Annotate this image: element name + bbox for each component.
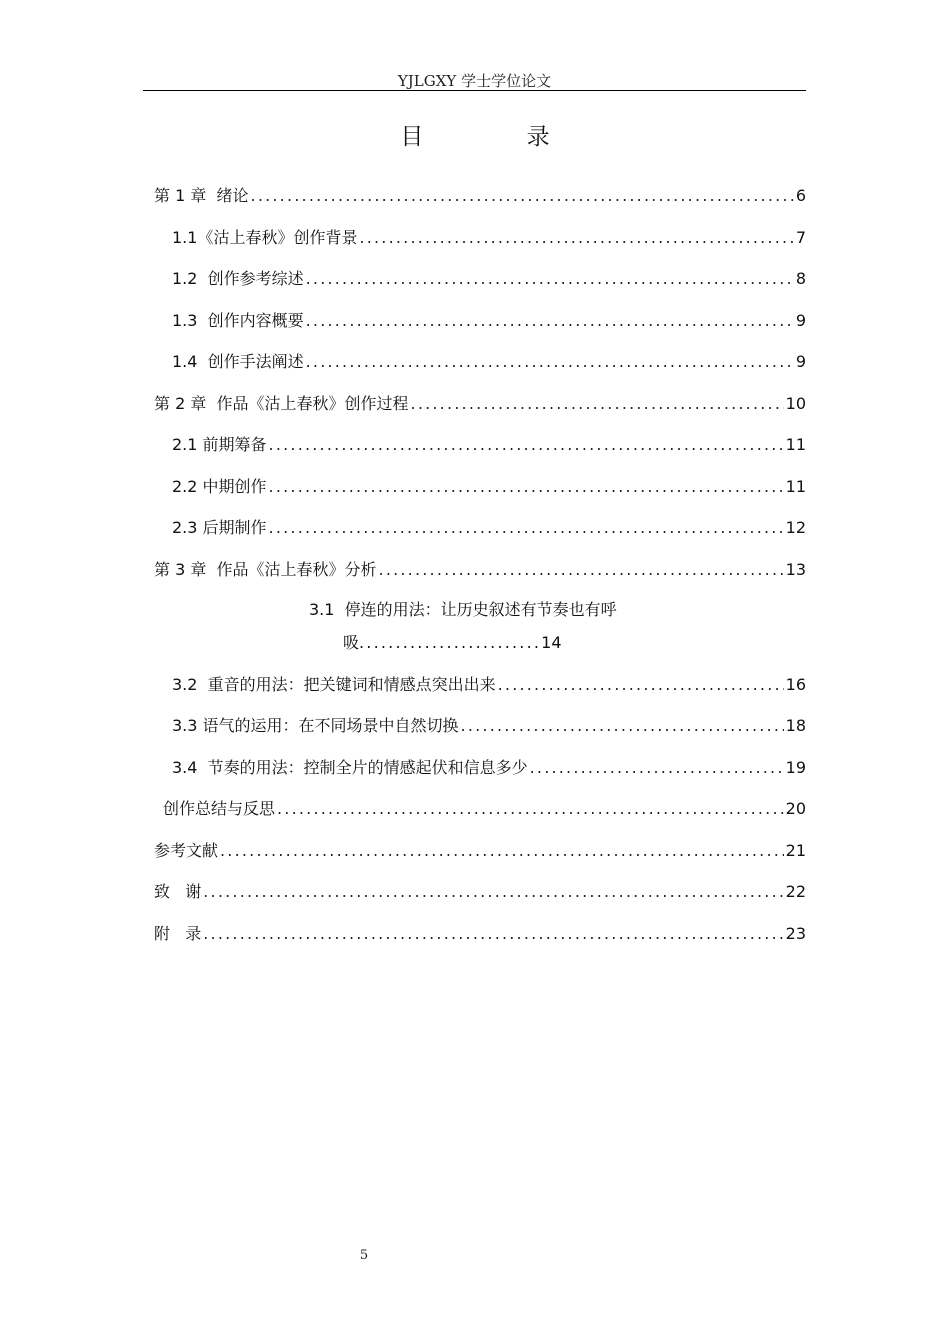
page-number: 5 [359, 1248, 369, 1263]
toc-entry-page: 16 [785, 675, 806, 694]
toc-entry-label: 创作总结与反思 [163, 799, 276, 818]
toc-entry-page: 12 [785, 518, 806, 537]
toc-entry-label: 2.3 后期制作 [172, 518, 267, 537]
toc-entry-label: 1.3 创作内容概要 [172, 311, 304, 330]
toc-entry-1-3[interactable] [172, 309, 806, 333]
toc-entry-1-4[interactable] [172, 350, 806, 374]
toc-entry-2-2[interactable] [172, 475, 806, 499]
dot-leader [269, 475, 784, 499]
toc-entry-page: 11 [785, 435, 806, 454]
toc-entry-label: 附 录 [154, 924, 202, 943]
toc-entry-page: 6 [795, 186, 806, 205]
dot-leader [359, 226, 793, 250]
toc-entry-page: 8 [795, 269, 806, 288]
toc-entry-page: 7 [795, 228, 806, 247]
dot-leader [203, 922, 783, 946]
toc-entry-page: 9 [795, 311, 806, 330]
dot-leader [306, 267, 794, 291]
toc-entry-page: 23 [785, 924, 806, 943]
toc-entry-1-1[interactable] [172, 226, 806, 250]
toc-entry-chapter-2[interactable] [154, 392, 806, 416]
toc-entry-3-1-line2[interactable] [343, 631, 562, 655]
toc-entry-2-1[interactable] [172, 433, 806, 457]
dot-leader [306, 309, 794, 333]
toc-entry-label: 第 1 章 绪论 [154, 186, 249, 205]
toc-entry-label: 吸 [343, 633, 360, 652]
toc-entry-label: 1.1《沽上春秋》创作背景 [172, 228, 358, 247]
toc-entry-chapter-3[interactable] [154, 558, 806, 582]
dot-leader [530, 756, 784, 780]
toc-entry-3-1-line1[interactable]: 3.1 停连的用法：让历史叙述有节奏也有呼 [309, 600, 617, 619]
toc-entry-3-3[interactable] [172, 714, 806, 738]
dot-leader [411, 392, 784, 416]
toc-entry-label: 1.4 创作手法阐述 [172, 352, 304, 371]
toc-entry-chapter-1[interactable] [154, 184, 806, 208]
dot-leader [277, 797, 784, 821]
toc-entry-1-2[interactable] [172, 267, 806, 291]
toc-entry-label: 3.3 语气的运用：在不同场景中自然切换 [172, 716, 459, 735]
dot-leader [379, 558, 784, 582]
toc-entry-label: 第 3 章 作品《沽上春秋》分析 [154, 560, 377, 579]
toc-entry-page: 20 [785, 799, 806, 818]
toc-entry-3-4[interactable] [172, 756, 806, 780]
dot-leader [306, 350, 794, 374]
toc-entry-page: 11 [785, 477, 806, 496]
toc-entry-page: 21 [785, 841, 806, 860]
toc-entry-3-2[interactable] [172, 673, 806, 697]
toc-entry-label: 3.4 节奏的用法：控制全片的情感起伏和信息多少 [172, 758, 528, 777]
toc-entry-label: 3.2 重音的用法：把关键词和情感点突出出来 [172, 675, 496, 694]
dot-leader [251, 184, 794, 208]
toc-entry-page: 14 [541, 633, 562, 652]
dot-leader [461, 714, 784, 738]
dot-leader: ......................... [359, 633, 542, 652]
toc-entry-page: 22 [785, 882, 806, 901]
toc-entry-page: 10 [785, 394, 806, 413]
toc-entry-summary[interactable] [163, 797, 806, 821]
toc-entry-acknowledgements[interactable] [154, 880, 806, 904]
toc-entry-label: 参考文献 [154, 841, 219, 860]
toc-entry-page: 13 [785, 560, 806, 579]
dot-leader [203, 880, 783, 904]
dot-leader [269, 516, 784, 540]
toc-entry-references[interactable] [154, 839, 806, 863]
toc-entry-page: 18 [785, 716, 806, 735]
toc-title: 目 录 [400, 124, 598, 150]
toc-entry-appendix[interactable] [154, 922, 806, 946]
toc-entry-label: 第 2 章 作品《沽上春秋》创作过程 [154, 394, 409, 413]
dot-leader [220, 839, 784, 863]
running-header: YJLGXY 学士学位论文 [397, 72, 552, 90]
toc-entry-label: 2.1 前期筹备 [172, 435, 267, 454]
dot-leader [498, 673, 784, 697]
header-divider [143, 90, 806, 91]
toc-entry-label: 1.2 创作参考综述 [172, 269, 304, 288]
toc-entry-page: 9 [795, 352, 806, 371]
toc-entry-label: 致 谢 [154, 882, 202, 901]
dot-leader [269, 433, 784, 457]
toc-entry-page: 19 [785, 758, 806, 777]
toc-entry-2-3[interactable] [172, 516, 806, 540]
toc-entry-label: 2.2 中期创作 [172, 477, 267, 496]
